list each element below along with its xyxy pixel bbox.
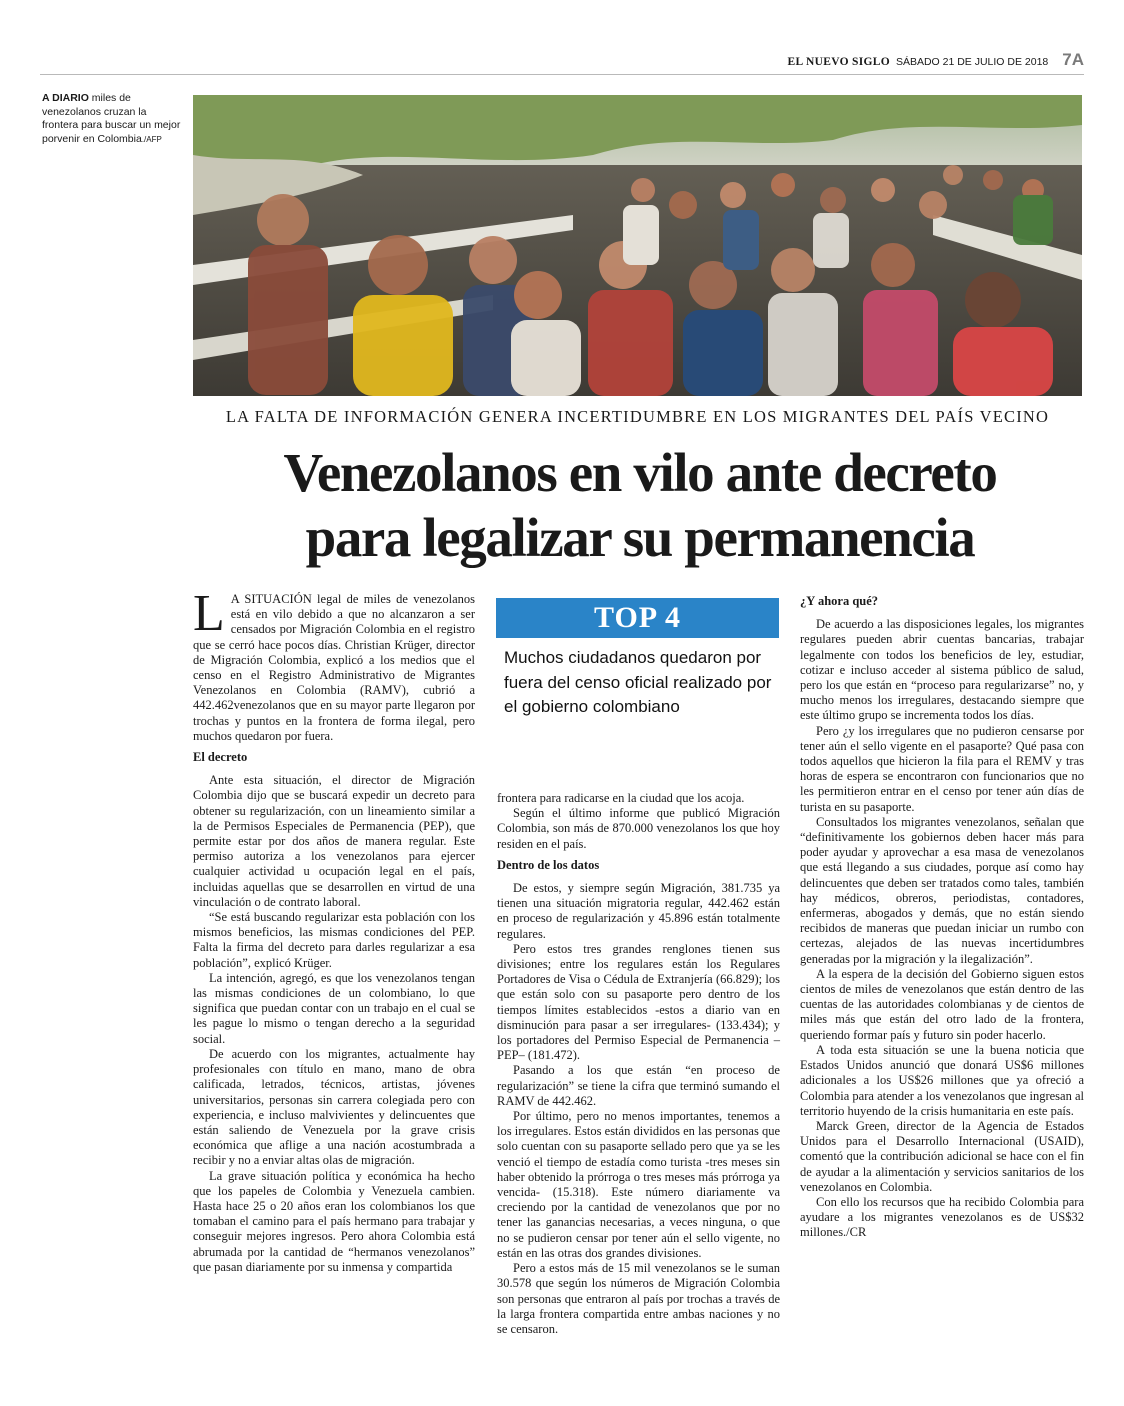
column-2: [497, 791, 780, 1337]
crowd-photo: [193, 95, 1082, 396]
page-number: 7A: [1062, 50, 1084, 69]
headline: [150, 440, 1124, 570]
top4-banner: TOP 4: [496, 598, 779, 638]
caption-text: miles de venezolanos cruzan la frontera para buscar un mejor porvenir en Colombia: [42, 92, 181, 145]
lead-paragraph: [193, 585, 475, 744]
column-3: [800, 594, 1084, 1241]
subhead-ahora-que: ¿Y ahora qué?: [800, 594, 879, 608]
kicker: LA FALTA DE INFORMACIÓN GENERA INCERTIDUMBRE EN LOS MIGRANTES DEL PAÍS VECINO: [225, 407, 1050, 426]
paper-name: EL NUEVO SIGLO: [787, 56, 890, 68]
column-1: [193, 585, 475, 1275]
subhead-datos: Dentro de los datos: [497, 857, 600, 872]
paragraph: Con ello los recursos que ha recibido Colombia para ayudare a los migrantes venezolanos es de US$32 millones./CR: [800, 1194, 1084, 1240]
paragraph: Por último, pero no menos importantes, tenemos a los irregulares. Estos están divididos en las personas que solo cuentan con su pasaporte sellado pero que ya se les venció el tiempo de estadía como turista -tres meses sin haber obtenido la prórroga o tres meses más prórroga ya vencida- (15.318). Este número diariamente va creciendo por la cantidad de venezolanos que por no tener las ganancias necesarias, a veces ninguna, o que no se pudieron censar por tener aún el sello vigente, no están en las otras dos grandes divisiones.: [497, 1109, 780, 1260]
paragraph: De acuerdo a las disposiciones legales, los migrantes regulares pueden abrir cuentas bancarias, trabajar legalmente con todos los beneficios de ley, estudiar, cotizar e incluso acceder al sistema público de salud, pero los que están en “proceso para regularizarse” no, y mucho menos los irregulares, destacando siempre que este último grupo se incrementa todos los días.: [800, 617, 1084, 723]
subhead-decreto: El decreto: [193, 750, 248, 765]
dropcap: L: [193, 585, 225, 642]
caption-lead: A DIARIO: [42, 92, 89, 104]
lead-text: A SITUACIÓN legal de miles de venezolanos está en vilo debido a que no alcanzaron a ser censados por Migración Colombia en el registro que se cerró hace pocos días. Christian Krüger, director de Migración Colombia, explicó a los medios que el censo en el Registro Administrativo de Migrantes Venezolanos en Colombia (RAMV), cubrió a 442.462venezolanos que en su mayor parte llegaron por trochas y puntos en la frontera de forma ilegal, pero muchos quedaron por fuera.: [193, 592, 475, 743]
paragraph: Pasando a los que están “en proceso de regularización” se tiene la cifra que terminó sumando el RAMV de 442.462.: [497, 1063, 780, 1108]
paragraph: A la espera de la decisión del Gobierno siguen estos cientos de miles de venezolanos que están dentro de las cuentas de las autoridades colombianas y de cientos de miles más que están del otro lado de la frontera, queriendo formar país y futuro sin poder hacerlo.: [800, 966, 1084, 1042]
headline-line-2: para legalizar su permanencia: [305, 507, 975, 568]
issue-date: SÁBADO 21 DE JULIO DE 2018: [895, 56, 1049, 68]
headline-line-1: Venezolanos en vilo ante decreto: [283, 442, 997, 503]
masthead-rule: [40, 74, 1084, 75]
paragraph: frontera para radicarse en la ciudad que los acoja.: [497, 791, 745, 805]
paragraph: Consultados los migrantes venezolanos, señalan que “definitivamente los gobiernos deben hacer más para poder ayudar y aprovechar a esa masa de venezolanos que está llegando a sus ciudades, porque así como hay delincuentes que deben ser tratados como tales, también hay médicos, obreros, periodistas, contadores, enfermeras, abogados y demás, que no están siendo recibidos de maneras que puedan iniciar un rumbo con certezas, alejados de las nuevas incertidumbres generadas por la migración y la ilegalización”.: [800, 814, 1084, 966]
pull-quote: Muchos ciudadanos quedaron por fuera del censo oficial realizado por el gobierno colombiano: [504, 648, 772, 716]
paragraph: A toda esta situación se une la buena noticia que Estados Unidos anunció que donará US$6 millones adicionales a los US$26 millones que ya ofreció a Colombia para atender a los venezolanos que ingresan al territorio huyendo de la crisis humanitaria en este país.: [800, 1042, 1084, 1118]
masthead: [40, 50, 1084, 72]
paragraph: La grave situación política y económica ha hecho que los papeles de Colombia y Venezuela cambien. Hasta hace 25 o 20 años eran los colombianos los que tomaban el camino para el país hermano para trabajar y conseguir mejores ingresos. Pero ahora Colombia está abrumada por la cantidad de “hermanos venezolanos” que pasan diariamente por su inmensa y compartida: [193, 1168, 475, 1274]
paragraph: De acuerdo con los migrantes, actualmente hay profesionales con título en mano, mano de obra calificada, letrados, técnicos, artistas, jóvenes universitarios, personas sin carrera colegiada pero con experiencia, e incluso malvivientes y delincuentes que están saliendo de Venezuela por la grave crisis económica que aflige a una nación acostumbrada a recibir y no a enviar altas olas de migración.: [193, 1046, 475, 1168]
paragraph: Pero estos tres grandes renglones tienen sus divisiones; entre los regulares están los Regulares Portadores de Visa o Cédula de Extranjería (66.829); los que están solo con su pasaporte pero dentro de los tiempos límites establecidos -estos a diario van en disminución para pasar a ser irregulares- (133.434); y los portadores del Permiso Especial de Permanencia –PEP– (181.472).: [497, 941, 780, 1063]
paragraph: La intención, agregó, es que los venezolanos tengan las mismas condiciones de un colombiano, lo que significa que puedan contar con un trabajo en el cual se les pague lo mismo o tengan derecho a la seguridad social.: [193, 970, 475, 1046]
paragraph: Pero a estos más de 15 mil venezolanos se le suman 30.578 que según los números de Migración Colombia son personas que entraron al país por trochas a través de la larga frontera compartida entre ambas naciones y no se censaron.: [497, 1261, 780, 1336]
caption-credit: ./AFP: [141, 134, 162, 144]
paragraph: Según el último informe que publicó Migración Colombia, son más de 870.000 venezolanos los que hoy residen en el país.: [497, 806, 780, 851]
paragraph: Ante esta situación, el director de Migración Colombia dijo que se buscará expedir un decreto para obtener su regularización, con un lineamiento similar a la de Permisos Especiales de Permanencia (PEP), que permite estar por dos años de manera regular. Este permiso autoriza a los venezolanos para ejercer cualquier actividad u ocupación legal en el país, incluidas aquellas que se desarrollen en virtud de una vinculación o de contrato laboral.: [193, 773, 475, 909]
paragraph: Marck Green, director de la Agencia de Estados Unidos para el Desarrollo Internacional (USAID), comentó que la contribución adicional se hace con el fin de ayudar a la alimentación y servicios sanitarios de los venezolanos en Colombia.: [800, 1118, 1084, 1194]
photo-caption: [42, 92, 182, 146]
paragraph: “Se está buscando regularizar esta población con los mismos beneficios, las mismas condiciones del PEP. Falta la firma del decreto para darles regularizar a esa población”, explicó Krüger.: [193, 910, 475, 970]
paragraph: De estos, y siempre según Migración, 381.735 ya tienen una situación migratoria regular, 442.462 están en proceso de regularización y 45.896 están totalmente regulares.: [497, 881, 780, 941]
paragraph: Pero ¿y los irregulares que no pudieron censarse por tener aún el sello vigente en el pasaporte? Qué pasa con todos aquellos que hicieron la fila para el REMV y tras horas de espera se encontraron con funcionarios que no les permitieron entrar en el censo por tener aún días de turista en su pasaporte.: [800, 723, 1084, 814]
